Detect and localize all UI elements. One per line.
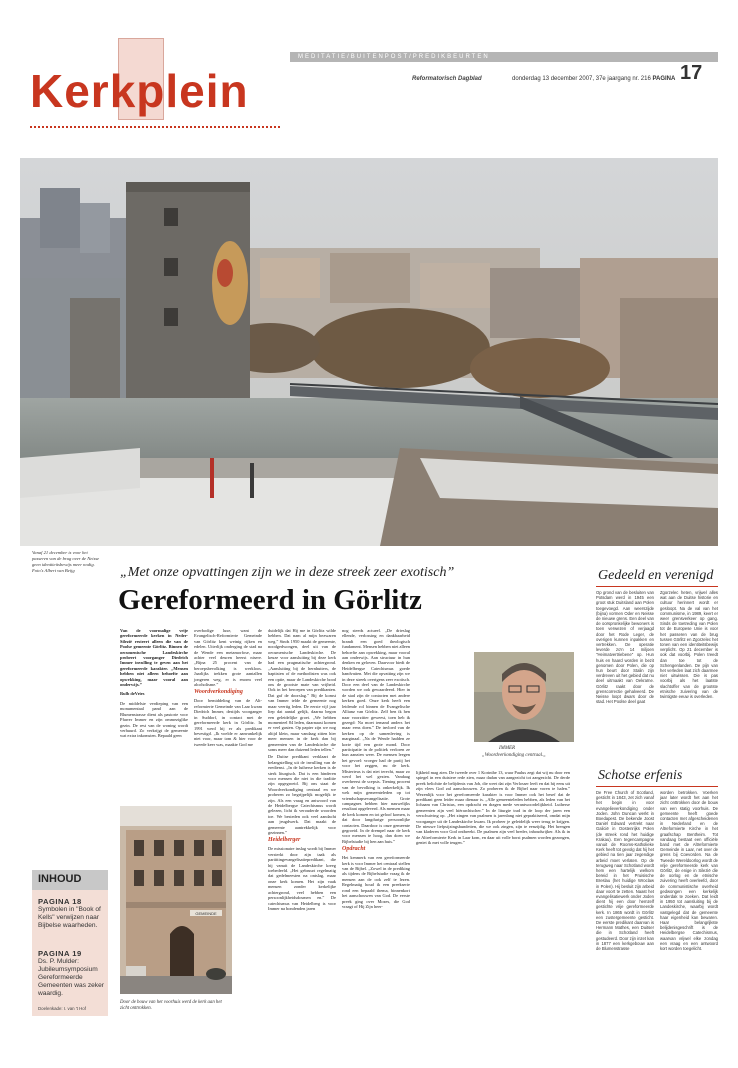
article-paragraph: overbodige luxe, want de Evangelisch-Reformierte Gemeinde van Görlitz kent weinig rijken en edelen. Uiterlijk onderging de stad na de Wende een metamorfose, maar achter veel deuren heerst nisere. „Bijna 25 procent van de beroepsbevolking is werkloos. Jaarlijks trekken grote aantallen jongeren weg, er is enorm veel alcoholisme.” <box>194 628 262 688</box>
contents-entry-text: Ds. P. Mulder: Jubileumsymposium Gereformeerde Gemeenten was zeker waardig. <box>38 958 104 997</box>
church-building-photo <box>120 806 232 994</box>
article-column-5 <box>416 770 570 848</box>
contents-entry[interactable] <box>38 950 104 998</box>
article-headline: Gereformeerd in Görlitz <box>118 584 422 616</box>
article-author: Rulb deVries <box>120 691 145 697</box>
building-sign-text: GEMEINDE <box>195 911 217 916</box>
article-column-3 <box>268 628 336 913</box>
sidebar-rule <box>596 786 718 787</box>
masthead-paper-name: Reformatorisch Dagblad <box>412 76 482 82</box>
sidebar-column: De Free Church of Scotland, gesticht in 1843, zet zich vanaf het begin in voor evangelieverkondiging onder Joden. John Duncan werkt in Boedapest. De bekende Joost Daniël Edward vertrekt naar Galicië in Oostenrijks Polen (de streek rond het huidige Krakau). Een tegencampagne vanuit de Rooms-Katholieke Kerk heeft tot gevolg dat hij het gebied na tien jaar zegendige arbeid moet verlaten. Op de terugweg naar Schotland wordt hem een hartelijk welkom bereid in het Pruisische Breslau (het huidige Wroclaw in Polen). Hij besluit zijn arbeid daar voort te zetten. Naast het evangelisatiewerk onder Joden dient hij een door hemzelf gestichte vrije gereformeerde kerk. In 1865 wordt in Görlitz een zustergemeente gesticht. De eerste predikant daarvan is Hermann Mathes, een Duitser die in Schotland heeft gestudeerd. Door zijn inzet kan in 1877 een kerkgebouw aan de Blumenstrasse <box>596 790 654 952</box>
article-paragraph: lijkheid mag zien. De tweede over 1 Korinthe 13, waar Paulus zegt dat wij nu door een spiegel in een duistere rede zien, maar dadan van aangezicht tot aangezicht. De derde preek belichtte de belijdenis van Job, die weet dat zijn Verlosser leeft en dat hij eens uit zijn vlees God zal aanschouwen. Zo proberen ik de Bijbel naar voren te halen.” Wezenlijk voor het gereformeerde karakter is voor Immer ook het besef dat de predikant geen leider maar dienaar is. „Alle gemeenteleden hebben, als leden van het lichaam van Christus, een opdracht en dragen mede verantwoordelijkheid. Lutherse gemeenten zijn veel hiërarchischer.” In de liturgie trad in de loop der jaren een verschuiving op. „Het zingen van psalmen is jarenlang niet gepraktiseerd, omdat mijn voorganger uit de Landeskirche kwam. Ik probeer je geleidelijk weer terug te krijgen. De nieuwe liefpsijzingsbundetten, die we ook zingen, zijn te eenzijdig. Het brengen van kladeren voor God ontbreekt. De psalmen zijn veel breder, inhoudsrijker. Als ik in de Altreformierte Kerk in Laar kom, en daar uit volle borst psalmen worden gezongen, geniet ik met volle teugen.” <box>416 770 570 846</box>
contents-box <box>32 870 108 1016</box>
contents-footer: Doelenkade: I. van 't Hof <box>38 1006 86 1011</box>
contents-entry-page: PAGINA 18 <box>38 897 82 906</box>
article-paragraph: De missionaire inslag wordt bij Immer versterkt door zijn taak als partittingevangelisatiepredikant, die hij vanuit de Landeskirche kreeg toebedeeld. „Het gebruurt regelmatig dat gedelmeesten na ontslag, maar onze kerk komen. Het zijn vaak mensen zonder kerkelijke achtergrond, veel hebben een persoonlijkheidsdosmen en.” De catechismus van Heidelberg is voor Immer na bondenden jaren <box>268 846 336 911</box>
sidebar-column: Op grond van de besluiten van Potsdam werd in 1945 een groot stuk Duitsland aan Polen toegevoegd. Aan weerszijde (bijna) vormen Oder en Neisse de nieuwe grens. Een deel van de oorspronkelijke bewoners is toen verwezen of verjaagd door het Rode Leger, de overigen kunnen inpakken en vertrekken. De operatie leverde zo'n 14 miljoen "Heimatvertriebene" op. Hun huis en haard worden in bezit genomen door Polen, die op hun beurt door Stalin zijn verdreven uit het gebied dat nu deel uitmaakt van Oekraïne. Görlitz raakt door de grenscorrectie gehalveerd. De Neisse loopt dwars door de stad. Het Poolse deel gaat <box>596 590 654 705</box>
masthead-date: donderdag 13 december 2007, 37e jaargang nr. 216 PAGINA <box>512 76 676 82</box>
sidebar-column: worden betrokken. Voerken jaar later wordt het aan het zicht onttrokken door de bouw van een statig voorhuis. De gemeente heeft goede contacten met afgescheidenen in Nederland en de Altreformierte Kirche in het graafschap Bentheim. Tot vandaag bestaat een officiële band met de Altreformierte Gemeinde in Laar, net over de grens bij Coevorden. Na de Tweede Wereldoorlog wordt de vrije gereformeerde kerk van Görlitz, de enige in Silezië die de oorlog en de etnische zuivering heeft overleefd, door de communistische overheid gedwongen een kerkelijk onderdak te zoeken. Dat leidt in 1950 tot aansluiting bij de Landeskirche, waarbij wordt vastgelegd dat de gemeente haar eigenheid kan bewaren. Haar belangrijkste belijdenisgeschrift is de Heidelbergse Catechismus, waarvan vrijwel elke zondag een vraag en een antwoord kort worden toegelicht. <box>660 790 718 952</box>
article-paragraph: De middelste verdieping van een monumentaal pand aan de Blumenstrasse dient als pastorie voor Pfarrer Immer en zijn ommeziglike gezin. De rest van de woning wordt verhuurd. Zo verkrijgt de gemeente wat extra inkomsten. Bepaald geen <box>120 700 188 739</box>
contents-entry-page: PAGINA 19 <box>38 949 82 958</box>
article-paragraph: Door bemiddeling van de Alt-reformierte Gemeinde van Laar kwam Diedrich Immer, destijds voorganger in Suddorf, in contact met de gereformeerde kerk in Görlitz. In 1991 werd hij er als predikant bevestigd. „Ik voelde er aanvankelijk niet voor, maar tom & hier voor de tweede keer was, maakte God me <box>194 698 262 747</box>
portrait-caption: „Woordverkondiging centraal.„ <box>482 753 547 758</box>
masthead-title: Kerkplein <box>30 65 249 117</box>
masthead-section: MEDITATIE/BUITENPOST/PREDIKBEURTEN <box>298 54 490 60</box>
sidebar-column: Zgorzelec heten, vrijwel alles wat aan de Duitse historie en cultuur herinnert wordt er gesloopt. Na de val van het communisme, in 1989, keert er weer grensverkeer op gang. Sinds de toetreding van Polen tot de Europese Unie is voor het passeren van de brug tussen Görlitz en Zgorzelec het tonen van een identiteitsbewijs verplicht. Op 21 december is ook dat voorbij. Polen treedt dan toe tot de Schengenlanden. De pijn van het verleden laat zich daarmee niet uitwissen. Die is pas voorbij als het laatste slachtoffer van de grootste etnische zuivering van de twintigste eeuw is overleden. <box>660 590 718 700</box>
article-paragraph: De Duitse predikant verklaart de belangstelling uit de invulling van de eredienst. „In de lutherse kerken is de sterk liturgisch. Dat is een hinderen voor mensen die niet in die traditie zijn opgegroeid. Bij ons staat de Woordverkondiging centraal en we proberen zo begrijpelijk mogelijk te zijn. Als een vraag en antwoord van de Heidelbergse Catechismus wordt gelezen, licht ik verouderde woorden toe. We besteden ook veel aandacht aan jeugdwerk. Dat maakt de gemeente aantrekkelijk voor gezinnen.” <box>268 754 336 836</box>
article-subheading: Heidelberger <box>268 837 301 844</box>
sidebar-rule <box>596 586 718 587</box>
sidebar-title-2: Schotse erfenis <box>598 768 683 783</box>
article-subheading: Opdracht <box>342 846 366 853</box>
article-paragraph: nog steeds actueel. „De drieslag ellende, verlossing en dankbaarheid brandt een goed theologisch fundament. Mensen hebben niet alleen behoefte aan opwekking, maar vooral aan onderwijs. Aan structuur in hun denken en geloven. Daarvoor biedt de Heidelbergse Catechismus goede handvatten. Met die opvatting zijn we in deze streek overigens zeer exotisch. Door een deel van de Landeskirche worden we ook gewaardeerd. Hier in de stad zijn de contacten met andere kerken goed. Onze kerk heeft een leidende rol binnen de Evangelische Allianz van Görlitz. Zelf ben ik hen naar voorzitter geweest, toen heb ik gezegd: Na moet iemand anders het maar eens doen.” De invloed van de kerken op de samenleving is marginaal. „Na de Wende hadden ze korte tijd een grote mond. Door participatie in de politiek verloren ze hun aanzien weer. De mensen leegen het gevoel: vroeger had de partij het voor het zeggen, nu de kerk. Misterieus is dat niet terecht, maar zo werd het wel gezien. Vandaag overheerst de scepsis. Tiening procent van de bevolking is onkerkelijk. Ik wek mijn gemeenteleden op tot vriendschapsevangelisatie. Grote campagnes hebben hier nauwelijks resultaat opgeleverd. Als mensen maar de kerk komen en tot geloof komen, is dat door langdurige persoonlijke contacten. Daardoor is onze gemeente gegroeid. In de drempel naar de kerk voor mensen te hoog, dan doen we Bijbelstudie bij hen aan huis.” <box>342 628 410 844</box>
sidebar-title-1: Gedeeld en verenigd <box>598 568 714 583</box>
article-lede: Van de voormalige vrije gereformeerde kerken in Neder-Silezië resteert alleen die van de Poolse gemeente Görlitz. Binnen de oecumenische Landeskirche probeert voorganger Diedrich Immer invulling te geven aan het gereformeerde karakter. „Mensen hebben niet alleen behoefte aan opwekking, maar vooral aan onderwijs.” <box>120 628 188 688</box>
article-subheading: Woordverkondiging <box>194 689 243 696</box>
portrait-name: IMMER <box>499 746 516 751</box>
contents-entry[interactable] <box>38 898 104 930</box>
masthead-dotted-rule <box>30 126 280 128</box>
page-number: 17 <box>680 62 703 84</box>
article-column-4 <box>342 628 410 911</box>
article-paragraph: Het kenmerk van een gereformeerde kerk is voor Immer het centraal stellen van de Bijbel. „Zowel in de prediking als tijdens de Bijbelstudie vraag ik de mensen aan de ook zelf te lezen. Regelmatig houd ik een preekserie rond een bepaald thema, binnenkort het aanschouwen van God. De eerste preek ging over Mozes, die God vraagt of Hij Zijn heer- <box>342 855 410 909</box>
main-photo <box>20 158 718 546</box>
article-column-1 <box>120 628 188 741</box>
portrait-photo <box>474 652 574 742</box>
building-caption: Door de bouw van het voorhuis werd de kerk aan het zicht onttrokken. <box>120 1000 222 1011</box>
contents-title: INHOUD <box>32 870 108 890</box>
photo-caption: Vanaf 21 december is voor het passeren van de brug over de Neisse geen identiteitsbewijs meer nodig. Foto's Albert van Beijg <box>32 550 100 573</box>
article-paragraph: duidelijk dat Hij me in Görlitz wilde hebben. Dat nam al mijn bezwaren weg.” Sinds 1950 maakt de gemeente, noodgedwongen, deel uit van de oecumenische Landeskirche. De keuze voor aansluiting bij deze kerk had een pragmatische achtergrond. „Aansluiting bij de hernhutters, de baptisten of de methodisten was ook een optie, maar de Landeskirche bood ons de grootste mate van vrijheid. Ook in het beroepen van predikanten. Dat gaf de doorslag.” Bij de komst van Immer telde de gemeente nog maar veertig leden. De eerste vijf jaar liep dat aantal gelijk, daarna begon een geleidelijke groei. „We hebben momenteel 84 leden, daarnaast komen er veel gasten. Op papier zijn we nog altijd klein, maar vandaag zitten hier meer mensen in de kerk dan bij gemeenten van de Landeskirche die soms meer dan duizend leden tellen.” <box>268 628 336 752</box>
contents-entry-text: Symbolen in "Book of Kells" verwijzen naar Bijbelse waarheden. <box>38 906 101 929</box>
article-kicker: „Met onze opvattingen zijn we in deze streek zeer exotisch” <box>120 565 455 580</box>
article-column-2 <box>194 628 262 749</box>
